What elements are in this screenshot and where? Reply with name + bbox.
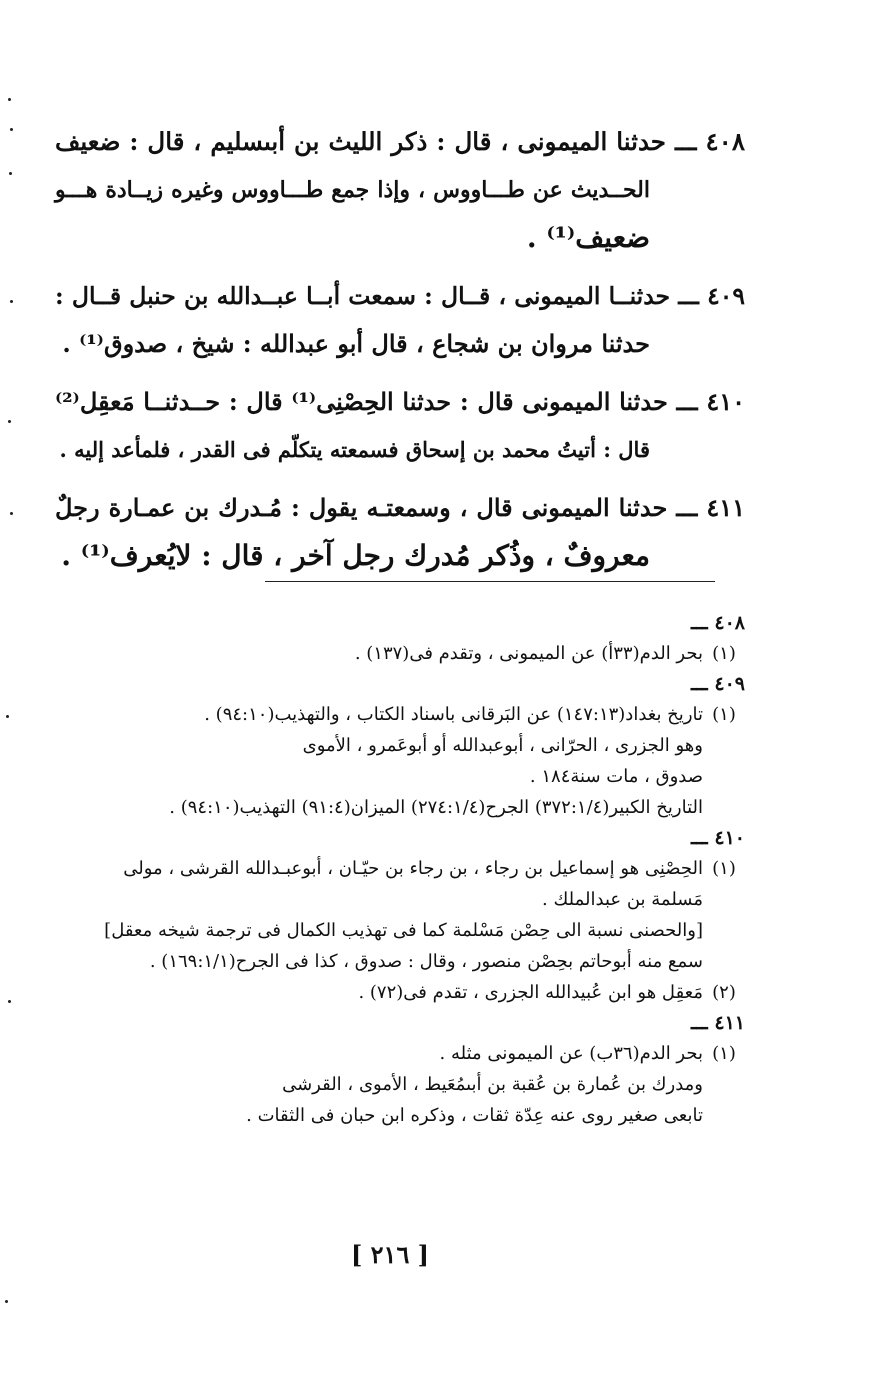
footnote-text: بحر الدم(٣٣أ) عن الميمونى ، وتقدم فى(١٣٧) .	[354, 643, 703, 664]
footnote-text: سمع منه أبوحاتم بحِصْن منصور ، وقال : صدوق ، كذا فى الجرح(١٦٩:١/١) .	[149, 951, 703, 972]
entry-411	[55, 484, 745, 580]
entry-line: قال : أتيتُ محمد بن إسحاق فسمعته يتكلّم فى القدر ، فلمأعد إليه .	[59, 437, 650, 462]
footnote-text: مَسلمة بن عبدالملك .	[542, 889, 703, 910]
entry-408	[55, 118, 745, 262]
entry-410	[55, 378, 745, 474]
footnote-text: مَعقِل هو ابن عُبيدالله الجزرى ، تقدم فى(٧٢) .	[358, 982, 703, 1003]
entry-line: ٤١٠ ـــ حدثنا الميمونى قال : حدثنا الحِصْنِى⁽¹⁾ قال : حــدثنــا مَعقِل⁽²⁾	[55, 387, 746, 416]
entry-line: حدثنا مروان بن شجاع ، قال أبو عبدالله : شيخ ، صدوق⁽¹⁾ .	[62, 329, 650, 358]
entry-line: ٤١١ ـــ حدثنا الميمونى قال ، وسمعتـه يقول : مُـدرك بن عمـارة رجلٌ	[55, 493, 745, 522]
footnote-number: (١)	[712, 643, 736, 664]
footnote-heading: ٤١١ ـــ	[691, 1012, 745, 1034]
entry-line: معروفٌ ، وذُكر مُدرك رجل آخر ، قال : لايُعرف⁽¹⁾ .	[61, 539, 650, 572]
scan-speck	[10, 128, 13, 131]
entry-line: ٤٠٨ ـــ حدثنا الميمونى ، قال : ذكر الليث بن أبىسليم ، قال : ضعيف	[55, 127, 745, 156]
entry-line: ٤٠٩ ـــ حدثنــا الميمونى ، قــال : سمعت أبــا عبــدالله بن حنبل قــال :	[55, 282, 745, 310]
footnote-text: التاريخ الكبير(٣٧٢:١/٤) الجرح(٢٧٤:١/٤) الميزان(٩١:٤) التهذيب(٩٤:١٠) .	[169, 797, 703, 818]
main-text	[55, 118, 745, 590]
footnote-text: صدوق ، مات سنة١٨٤ .	[529, 766, 703, 787]
footnote-number: (١)	[712, 858, 736, 879]
footnote-text: ومدرك بن عُمارة بن عُقبة بن أبىمُعَيط ، الأموى ، القرشى	[282, 1074, 703, 1095]
footnote-line	[55, 699, 745, 730]
footnote-heading: ٤٠٨ ـــ	[691, 612, 745, 634]
footnote-text: تاريخ بغداد(١٤٧:١٣) عن البَرقانى باسناد الكتاب ، والتهذيب(٩٤:١٠) .	[204, 704, 703, 725]
entry-line: الحــديث عن طـــاووس ، وإذا جمع طـــاووس وغيره زيــادة هـــو	[55, 177, 650, 203]
footnote-number: (١)	[712, 1043, 736, 1064]
scan-speck	[8, 98, 11, 101]
entry-409	[55, 272, 745, 368]
footnote-number: (١)	[712, 704, 736, 725]
scan-speck	[8, 1000, 11, 1003]
footnote-text: بحر الدم(٣٦ب) عن الميمونى مثله .	[439, 1043, 703, 1064]
footnote-number: (٢)	[712, 982, 736, 1003]
footnote-line	[55, 1038, 745, 1069]
footnote-heading: ٤١٠ ـــ	[691, 827, 745, 849]
footnotes	[55, 608, 745, 1131]
footnote-text: وهو الجزرى ، الحرّانى ، أبوعبدالله أو أبوعَمرو ، الأموى	[302, 735, 703, 756]
footnote-text: تابعى صغير روى عنه عِدّة ثقات ، وذكره ابن حبان فى الثقات .	[246, 1105, 703, 1126]
footnote-text: الحِصْنِى هو إسماعيل بن رجاء ، بن رجاء بن حيّـان ، أبوعبـدالله القرشى ، مولى	[123, 858, 703, 879]
entry-line: ضعيف⁽¹⁾ .	[526, 221, 650, 254]
scan-speck	[6, 715, 9, 718]
scan-speck	[8, 420, 11, 423]
footnote-line	[55, 638, 745, 669]
footnote-heading: ٤٠٩ ـــ	[691, 673, 745, 695]
footnote-line	[55, 977, 745, 1008]
scan-speck	[9, 172, 12, 175]
footnote-line	[55, 853, 745, 884]
scan-speck	[10, 300, 13, 303]
page-number: [ ٢١٦ ]	[350, 1240, 430, 1269]
footnote-text: [والحصنى نسبة الى حِصْن مَسْلمة كما فى تهذيب الكمال فى ترجمة شيخه معقل]	[104, 920, 703, 941]
scan-speck	[10, 512, 13, 515]
footnote-separator	[265, 581, 715, 582]
scan-speck	[5, 1300, 8, 1303]
